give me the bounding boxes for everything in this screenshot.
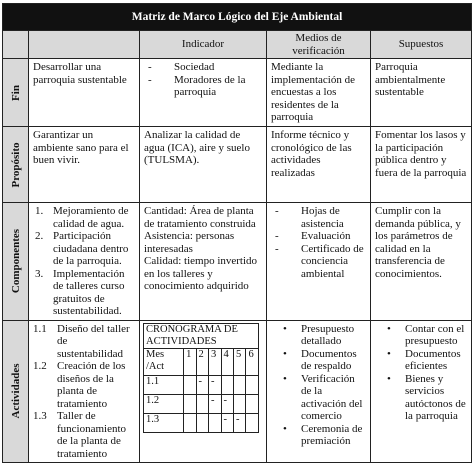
list-item: • Documentos eficientes: [375, 348, 467, 373]
rowhead-actividades: [3, 320, 29, 463]
fin-assumptions: Parroquia ambientalmente sustentable: [371, 59, 472, 127]
schedule-cell: [221, 375, 233, 394]
month-header: 3: [209, 348, 221, 375]
month-header: 6: [246, 348, 259, 375]
componentes-verification: [267, 203, 371, 321]
item-text: Mejoramiento de calidad de agua.: [53, 205, 129, 230]
cronograma-row: [144, 394, 259, 413]
actividades-objectives: [29, 320, 140, 463]
cronograma-table: [143, 323, 259, 433]
rowlabel-componentes: Componentes: [9, 229, 22, 294]
row-proposito: [3, 127, 472, 203]
matrix-title: Matriz de Marco Lógico del Eje Ambiental: [3, 4, 472, 31]
item-number: 2.: [35, 230, 44, 242]
row-componentes: [3, 203, 472, 321]
item-text: Participación ciudadana dentro de la parroquia.: [53, 230, 129, 267]
schedule-cell: [234, 375, 246, 394]
list-item: • Verificación de la activación del comercio: [271, 373, 366, 423]
cronograma-row: [144, 375, 259, 394]
componentes-assumptions: Cumplir con la demanda pública, y los parámetros de calidad en la transferencia de conocimientos.: [371, 203, 472, 321]
actividades-verification: [267, 320, 371, 463]
list-item: [33, 205, 135, 230]
actividades-assumptions: [371, 320, 472, 463]
schedule-cell: [196, 413, 208, 432]
item-text: Implementación de talleres curso gratuitos de sustentabilidad.: [53, 267, 125, 317]
row-fin: [3, 59, 472, 127]
item-number: 1.: [35, 205, 44, 217]
schedule-cell: [246, 375, 259, 394]
schedule-cell: -: [234, 413, 246, 432]
header-supuestos: Supuestos: [371, 31, 472, 59]
schedule-cell: [234, 394, 246, 413]
proposito-assumptions: Fomentar los lasos y la participación pública dentro y fuera de la parroquia: [371, 127, 472, 203]
indicator-line: Asistencia: personas interesadas: [144, 230, 235, 255]
list-item: [33, 268, 135, 318]
cronograma-row: [144, 413, 259, 432]
schedule-cell: [246, 394, 259, 413]
list-item: • Ceremonia de premiación: [271, 423, 366, 448]
item-text: Creación de los diseños de la planta de tratamiento: [57, 360, 126, 410]
schedule-cell: [196, 394, 208, 413]
schedule-cell: [184, 413, 196, 432]
schedule-cell: -: [209, 375, 221, 394]
schedule-cell: -: [209, 394, 221, 413]
corner-cell: [3, 31, 29, 59]
rowlabel-actividades: Actividades: [9, 363, 22, 419]
list-item: - Certificado de conciencia ambiental: [271, 243, 366, 281]
list-item: - Evaluación: [271, 230, 366, 243]
header-indicador: Indicador: [140, 31, 267, 59]
item-number: 3.: [35, 267, 44, 280]
item-text: Taller de funcionamiento de la planta de tratamiento: [57, 410, 127, 460]
list-item: [33, 230, 135, 268]
list-item: [33, 410, 135, 460]
indicator-line: Calidad: tiempo invertido en los talleres y conocimiento adquirido: [144, 255, 258, 292]
fin-indicators: [140, 59, 267, 127]
list-item: • Contar con el presupuesto: [375, 323, 467, 348]
month-header: 4: [221, 348, 233, 375]
cronograma-title: CRONOGRAMA DE ACTIVIDADES: [144, 323, 259, 348]
month-header: 5: [234, 348, 246, 375]
schedule-cell: [209, 413, 221, 432]
rowhead-proposito: [3, 127, 29, 203]
schedule-cell: [246, 413, 259, 432]
list-item: • Documentos de respaldo: [271, 348, 366, 373]
schedule-cell: [184, 375, 196, 394]
activity-label: 1.1: [144, 375, 184, 394]
proposito-verification: Informe técnico y cronológico de las actividades realizadas: [267, 127, 371, 203]
activity-label: 1.3: [144, 413, 184, 432]
month-header: 2: [196, 348, 208, 375]
componentes-objectives: [29, 203, 140, 321]
month-header: 1: [184, 348, 196, 375]
objective-header: [29, 31, 140, 59]
indicator-line: Cantidad: Área de planta de tratamiento construida: [144, 205, 256, 230]
list-item: - Sociedad: [144, 61, 262, 74]
item-number: 1.1: [33, 322, 47, 335]
rowhead-componentes: [3, 203, 29, 321]
list-item: [33, 323, 135, 361]
item-number: 1.3: [33, 410, 47, 422]
rowhead-fin: [3, 59, 29, 127]
item-text: Diseño del taller de sustentabilidad: [57, 322, 130, 360]
activity-label: 1.2: [144, 394, 184, 413]
logframe-matrix: [2, 3, 472, 463]
proposito-objective: Garantizar un ambiente sano para el buen vivir.: [29, 127, 140, 203]
proposito-indicator: Analizar la calidad de agua (ICA), aire y suelo (TULSMA).: [140, 127, 267, 203]
schedule-cell: -: [221, 413, 233, 432]
list-item: • Presupuesto detallado: [271, 323, 366, 348]
list-item: - Hojas de asistencia: [271, 205, 366, 230]
list-item: - Moradores de la parroquia: [144, 74, 262, 99]
schedule-cell: [184, 394, 196, 413]
item-number: 1.2: [33, 360, 47, 372]
row-actividades: [3, 320, 472, 463]
header-medios: Medios de verificación: [267, 31, 371, 59]
list-item: • Bienes y servicios autóctonos de la parroquia: [375, 373, 467, 423]
fin-objective: Desarrollar una parroquia sustentable: [29, 59, 140, 127]
componentes-indicators: [140, 203, 267, 321]
fin-verification: Mediante la implementación de encuestas a los residentes de la parroquia: [267, 59, 371, 127]
rowlabel-proposito: Propósito: [9, 141, 22, 188]
cronograma-corner: Mes /Act: [144, 348, 184, 375]
schedule-cell: -: [196, 375, 208, 394]
rowlabel-fin: Fin: [9, 84, 22, 101]
list-item: [33, 360, 135, 410]
schedule-cell: -: [221, 394, 233, 413]
cronograma-cell: [140, 320, 267, 463]
